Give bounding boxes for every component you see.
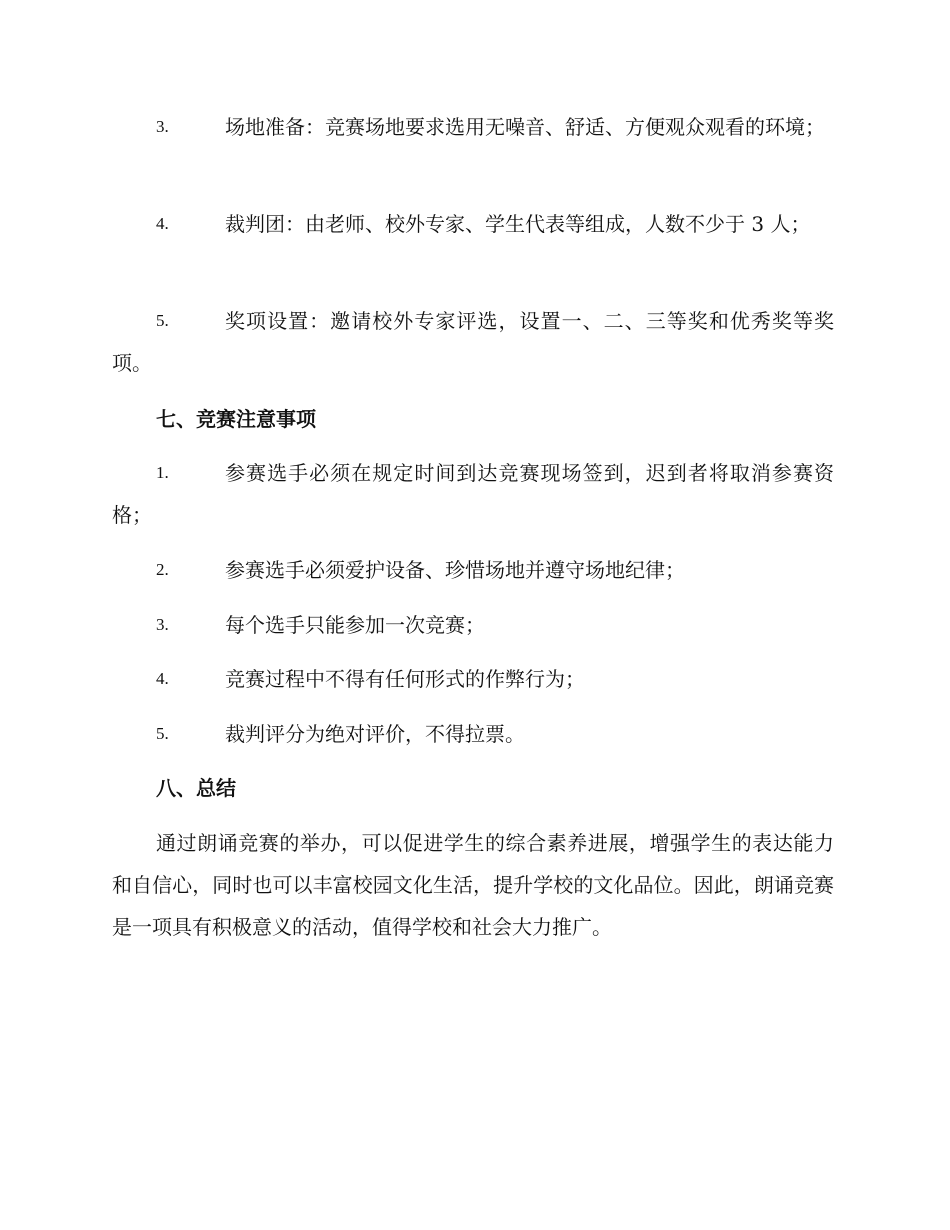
list-item <box>112 549 834 591</box>
list-number: 5. <box>156 724 169 743</box>
list-item <box>112 106 834 148</box>
list-text: 每个选手只能参加一次竞赛； <box>225 613 485 637</box>
section-heading: 七、竞赛注意事项 <box>156 407 316 431</box>
list-number: 4. <box>156 214 169 233</box>
list-text: 参赛选手必须在规定时间到达竞赛现场签到，迟到者将取消参赛资格； <box>112 461 834 527</box>
list-item <box>112 604 834 646</box>
list-item <box>112 300 834 384</box>
list-text: 裁判评分为绝对评价，不得拉票。 <box>225 722 525 746</box>
list-text: 参赛选手必须爱护设备、珍惜场地并遵守场地纪律； <box>225 558 685 582</box>
list-number: 1. <box>156 463 169 482</box>
list-item <box>112 452 834 536</box>
list-text: 奖项设置：邀请校外专家评选，设置一、二、三等奖和优秀奖等奖项。 <box>112 309 834 375</box>
list-text: 场地准备：竞赛场地要求选用无噪音、舒适、方便观众观看的环境； <box>225 115 825 139</box>
list-text: 裁判团：由老师、校外专家、学生代表等组成，人数不少于 3 人； <box>225 212 811 236</box>
list-text: 竞赛过程中不得有任何形式的作弊行为； <box>225 667 585 691</box>
list-item <box>112 713 834 755</box>
list-number: 3. <box>156 117 169 136</box>
list-item <box>112 658 834 700</box>
summary-paragraph: 通过朗诵竞赛的举办，可以促进学生的综合素养进展，增强学生的表达能力和自信心，同时也可以丰富校园文化生活，提升学校的文化品位。因此，朗诵竞赛是一项具有积极意义的活动，值得学校和社会大力推广。 <box>112 831 834 939</box>
section-heading: 八、总结 <box>156 776 236 800</box>
list-number: 2. <box>156 560 169 579</box>
list-number: 5. <box>156 311 169 330</box>
list-item <box>112 203 834 245</box>
list-number: 4. <box>156 669 169 688</box>
list-number: 3. <box>156 615 169 634</box>
